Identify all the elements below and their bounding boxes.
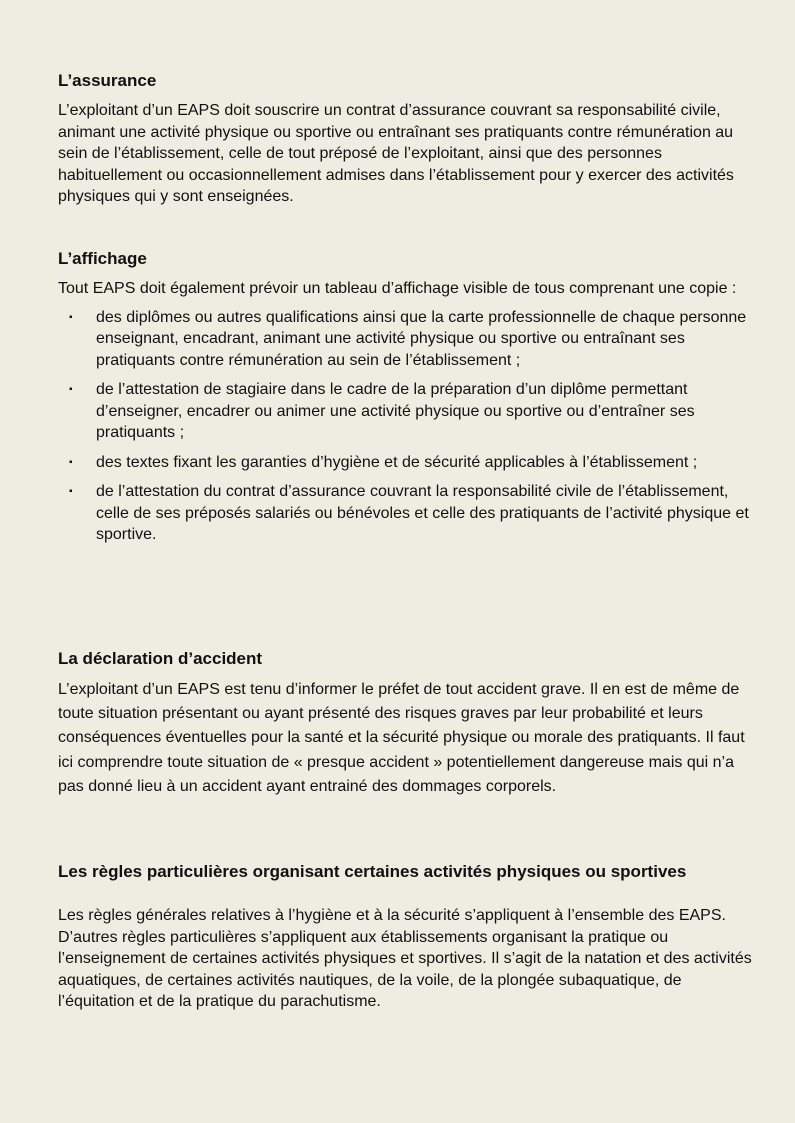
- bullet-icon: ▪: [69, 486, 73, 497]
- section-intro-affichage: Tout EAPS doit également prévoir un tableau d’affichage visible de tous comprenant une copie :: [58, 280, 737, 297]
- list-item-text: des diplômes ou autres qualifications ainsi que la carte professionnelle de chaque personne enseignant, encadrant, animant une activité physique ou sportive ou entraînant ses pratiquants contre rémunération au sein de l’établissement ;: [96, 308, 747, 369]
- list-item-text: de l’attestation de stagiaire dans le cadre de la préparation d’un diplôme permettant d’enseigner, encadrer ou animer une activité physique ou sportive ou d’entraîner ses pratiquants ;: [96, 381, 695, 441]
- list-item: [58, 307, 758, 372]
- section-title-regles: Les règles particulières organisant certaines activités physiques ou sportives: [58, 862, 687, 881]
- section-body-declaration: L’exploitant d’un EAPS est tenu d’informer le préfet de tout accident grave. Il en est de même de toute situation présentant ou ayant présenté des risques graves par leur probabilité et leurs conséquences éventuelles pour la santé et la sécurité physique ou morale des pratiquants. Il faut ici comprendre toute situation de « presque accident » potentiellement dangereuse mais qui n’a pas donné lieu à un accident ayant entrainé des dommages corporels.: [58, 681, 745, 795]
- section-title-declaration: La déclaration d’accident: [58, 649, 263, 668]
- section-title-assurance: L’assurance: [58, 71, 157, 90]
- list-item-text: de l’attestation du contrat d’assurance couvrant la responsabilité civile de l’établissement, celle de ses préposés salariés ou bénévoles et celle des pratiquants de l’activité physique et sportive.: [96, 483, 749, 543]
- section-body-assurance: L’exploitant d’un EAPS doit souscrire un contrat d’assurance couvrant sa responsabilité civile, animant une activité physique ou sportive ou entraînant ses pratiquants contre rémunération au sein de l’établissement, celle de tout préposé de l’exploitant, ainsi que des personnes habituellement ou occasionnellement admises dans l’établissement pour y exercer des activités physiques qui y sont enseignées.: [58, 102, 734, 205]
- bullet-icon: ▪: [69, 384, 73, 395]
- section-declaration: [58, 648, 758, 799]
- bullet-icon: ▪: [69, 311, 73, 323]
- list-item-text: des textes fixant les garanties d’hygiène et de sécurité applicables à l’établissement ;: [96, 453, 698, 471]
- list-item: [58, 481, 758, 546]
- section-assurance: [58, 70, 758, 208]
- section-title-affichage: L’affichage: [58, 249, 147, 268]
- section-regles: [58, 861, 758, 1013]
- list-item: [58, 452, 758, 474]
- section-body-regles: Les règles générales relatives à l’hygiène et à la sécurité s’appliquent à l’ensemble des EAPS. D’autres règles particulières s’appliquent aux établissements organisant la pratique ou l’enseignement de certaines activités physiques et sportives. Il s’agit de la natation et des activités aquatiques, de certaines activités nautiques, de la voile, de la plongée subaquatique, de l’équitation et de la pratique du parachutisme.: [58, 907, 752, 1010]
- bullet-icon: ▪: [69, 456, 73, 468]
- section-affichage: [58, 248, 758, 554]
- bullet-list: [58, 307, 758, 546]
- list-item: [58, 379, 758, 444]
